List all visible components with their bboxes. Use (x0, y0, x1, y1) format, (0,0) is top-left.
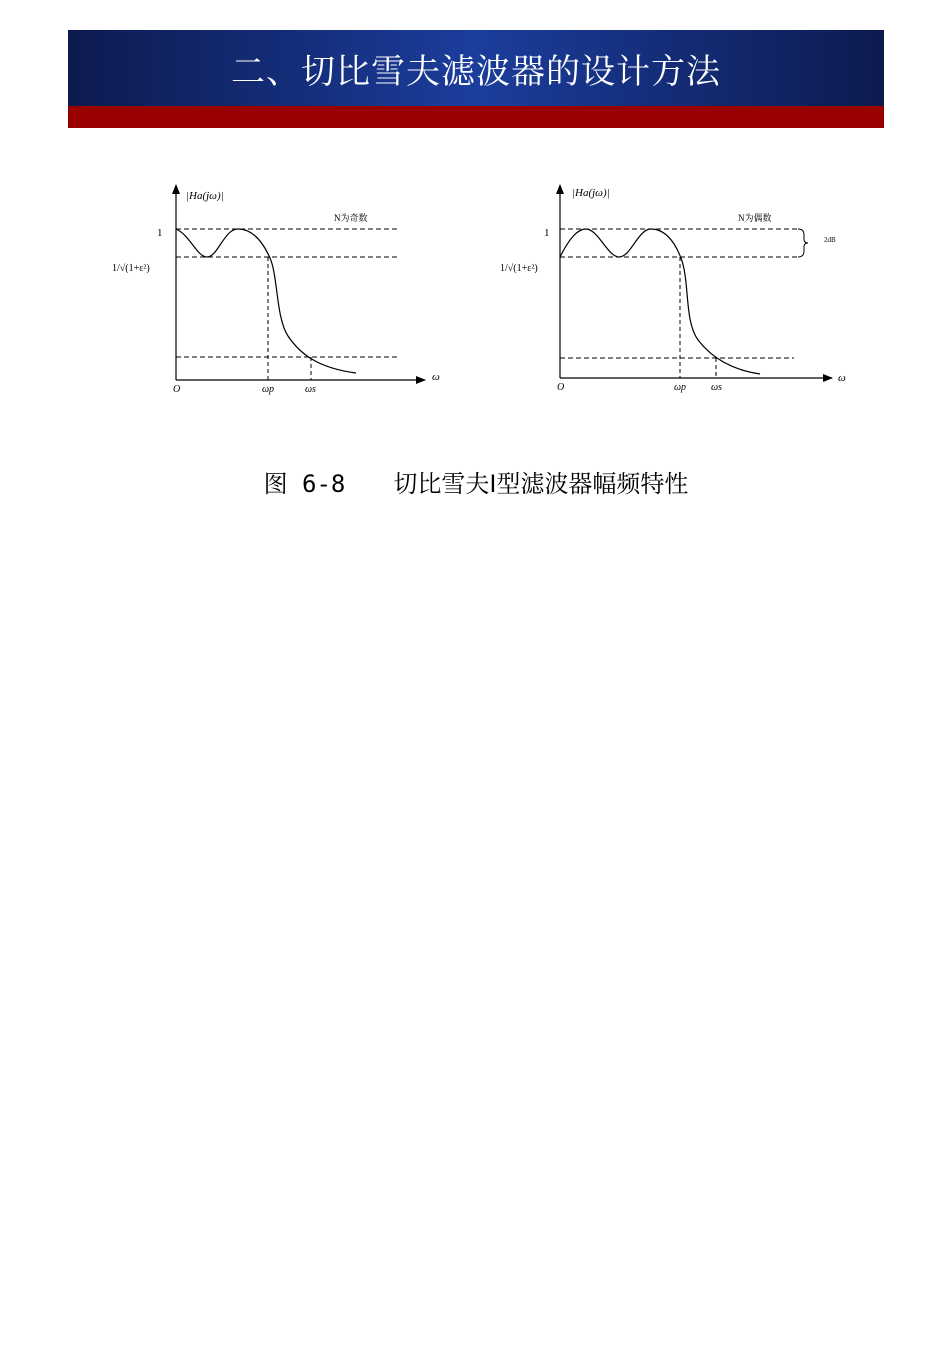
x-tick-wp: ωp (262, 384, 275, 395)
y-tick-ripple: 1/√(1+ε²) (112, 263, 150, 274)
x-axis-label: ω (838, 372, 846, 384)
order-annotation: N为奇数 (334, 213, 368, 223)
y-tick-one: 1 (157, 227, 163, 239)
origin-label: O (173, 384, 181, 395)
origin-label: O (557, 382, 565, 393)
x-tick-wp: ωp (674, 382, 687, 393)
x-tick-ws: ωs (711, 382, 722, 393)
x-axis-label: ω (432, 371, 440, 383)
order-annotation: N为偶数 (738, 213, 772, 223)
ripple-label: 2dB (824, 236, 836, 244)
figure-caption-text: 切比雪夫Ⅰ型滤波器幅频特性 (393, 470, 689, 498)
figure-number: 图 6-8 (263, 470, 346, 498)
x-tick-ws: ωs (305, 384, 316, 395)
ripple-brace (798, 229, 808, 257)
response-curve (560, 229, 760, 374)
y-axis-label: |Ha(jω)| (186, 190, 224, 202)
page-title: 二、切比雪夫滤波器的设计方法 (231, 51, 721, 92)
y-axis-label: |Ha(jω)| (572, 187, 610, 199)
chebyshev-figure (0, 0, 952, 440)
y-tick-ripple: 1/√(1+ε²) (500, 263, 538, 274)
figure-caption (0, 464, 952, 499)
y-tick-one: 1 (544, 227, 550, 239)
chart-even (500, 185, 846, 393)
chart-odd (112, 185, 440, 395)
response-curve (176, 229, 356, 373)
